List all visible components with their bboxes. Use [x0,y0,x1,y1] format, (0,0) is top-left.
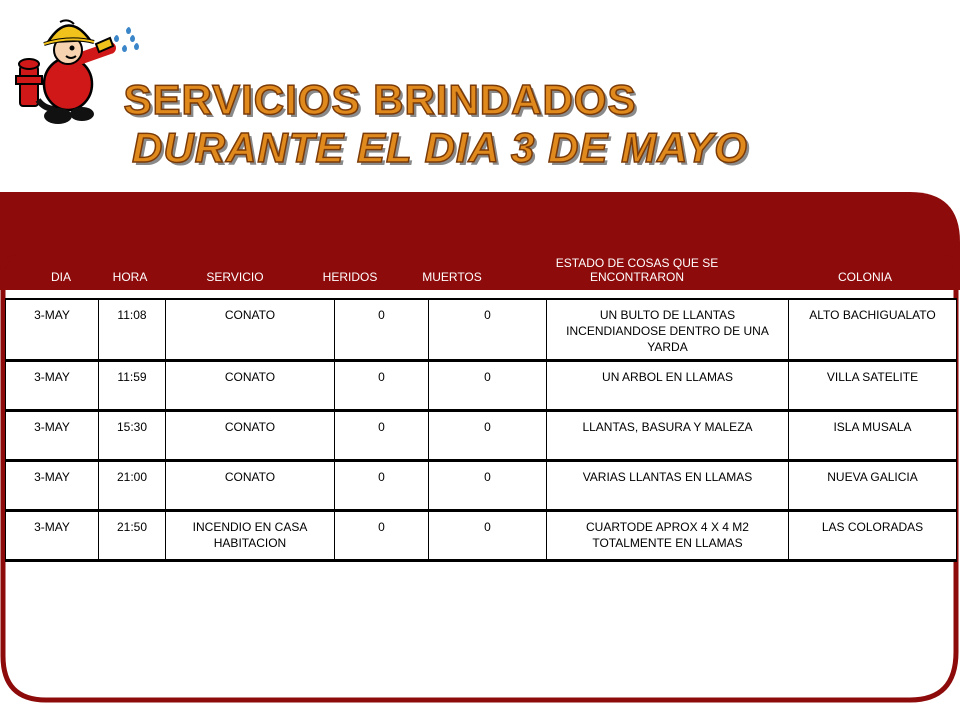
cell-heridos: 0 [335,411,429,461]
column-header-muertos: MUERTOS [422,270,482,284]
page-title-line-2: DURANTE EL DIA 3 DE MAYO [132,124,748,171]
cell-estado: VARIAS LLANTAS EN LLAMAS [547,461,789,511]
cell-hora: 11:08 [99,299,166,361]
table-row [6,361,957,411]
column-header-hora: HORA [112,270,148,284]
cell-dia: 3-MAY [6,411,99,461]
cell-hora: 21:00 [99,461,166,511]
column-header-servicio: SERVICIO [206,270,264,284]
cell-muertos: 0 [429,461,547,511]
table-row [6,411,957,461]
cell-muertos: 0 [429,411,547,461]
cell-estado: UN BULTO DE LLANTAS INCENDIANDOSE DENTRO DE UNA YARDA [547,299,789,361]
page-title-line-1: SERVICIOS BRINDADOS [123,76,637,123]
cell-heridos: 0 [335,461,429,511]
cell-estado: CUARTODE APROX 4 X 4 M2 TOTALMENTE EN LLAMAS [547,511,789,561]
cell-dia: 3-MAY [6,461,99,511]
cell-servicio: CONATO [166,461,335,511]
cell-dia: 3-MAY [6,361,99,411]
cell-heridos: 0 [335,361,429,411]
cell-colonia: NUEVA GALICIA [789,461,957,511]
cell-muertos: 0 [429,511,547,561]
incident-table [5,298,957,562]
cell-muertos: 0 [429,361,547,411]
column-header-estado: ESTADO DE COSAS QUE SE ENCONTRARON [555,256,719,284]
cell-heridos: 0 [335,511,429,561]
cell-colonia: LAS COLORADAS [789,511,957,561]
cell-heridos: 0 [335,299,429,361]
cell-colonia: VILLA SATELITE [789,361,957,411]
cell-colonia: ISLA MUSALA [789,411,957,461]
cell-colonia: ALTO BACHIGUALATO [789,299,957,361]
cell-servicio: INCENDIO EN CASA HABITACION [166,511,335,561]
column-header-heridos: HERIDOS [322,270,378,284]
table-row [6,511,957,561]
column-header-dia: DIA [50,270,71,284]
cell-servicio: CONATO [166,411,335,461]
cell-hora: 15:30 [99,411,166,461]
cell-muertos: 0 [429,299,547,361]
cell-servicio: CONATO [166,361,335,411]
cell-estado: UN ARBOL EN LLAMAS [547,361,789,411]
cell-hora: 11:59 [99,361,166,411]
cell-hora: 21:50 [99,511,166,561]
cell-estado: LLANTAS, BASURA Y MALEZA [547,411,789,461]
table-row [6,461,957,511]
column-header-colonia: COLONIA [837,270,892,284]
table-row [6,299,957,361]
cell-dia: 3-MAY [6,511,99,561]
cell-servicio: CONATO [166,299,335,361]
cell-dia: 3-MAY [6,299,99,361]
